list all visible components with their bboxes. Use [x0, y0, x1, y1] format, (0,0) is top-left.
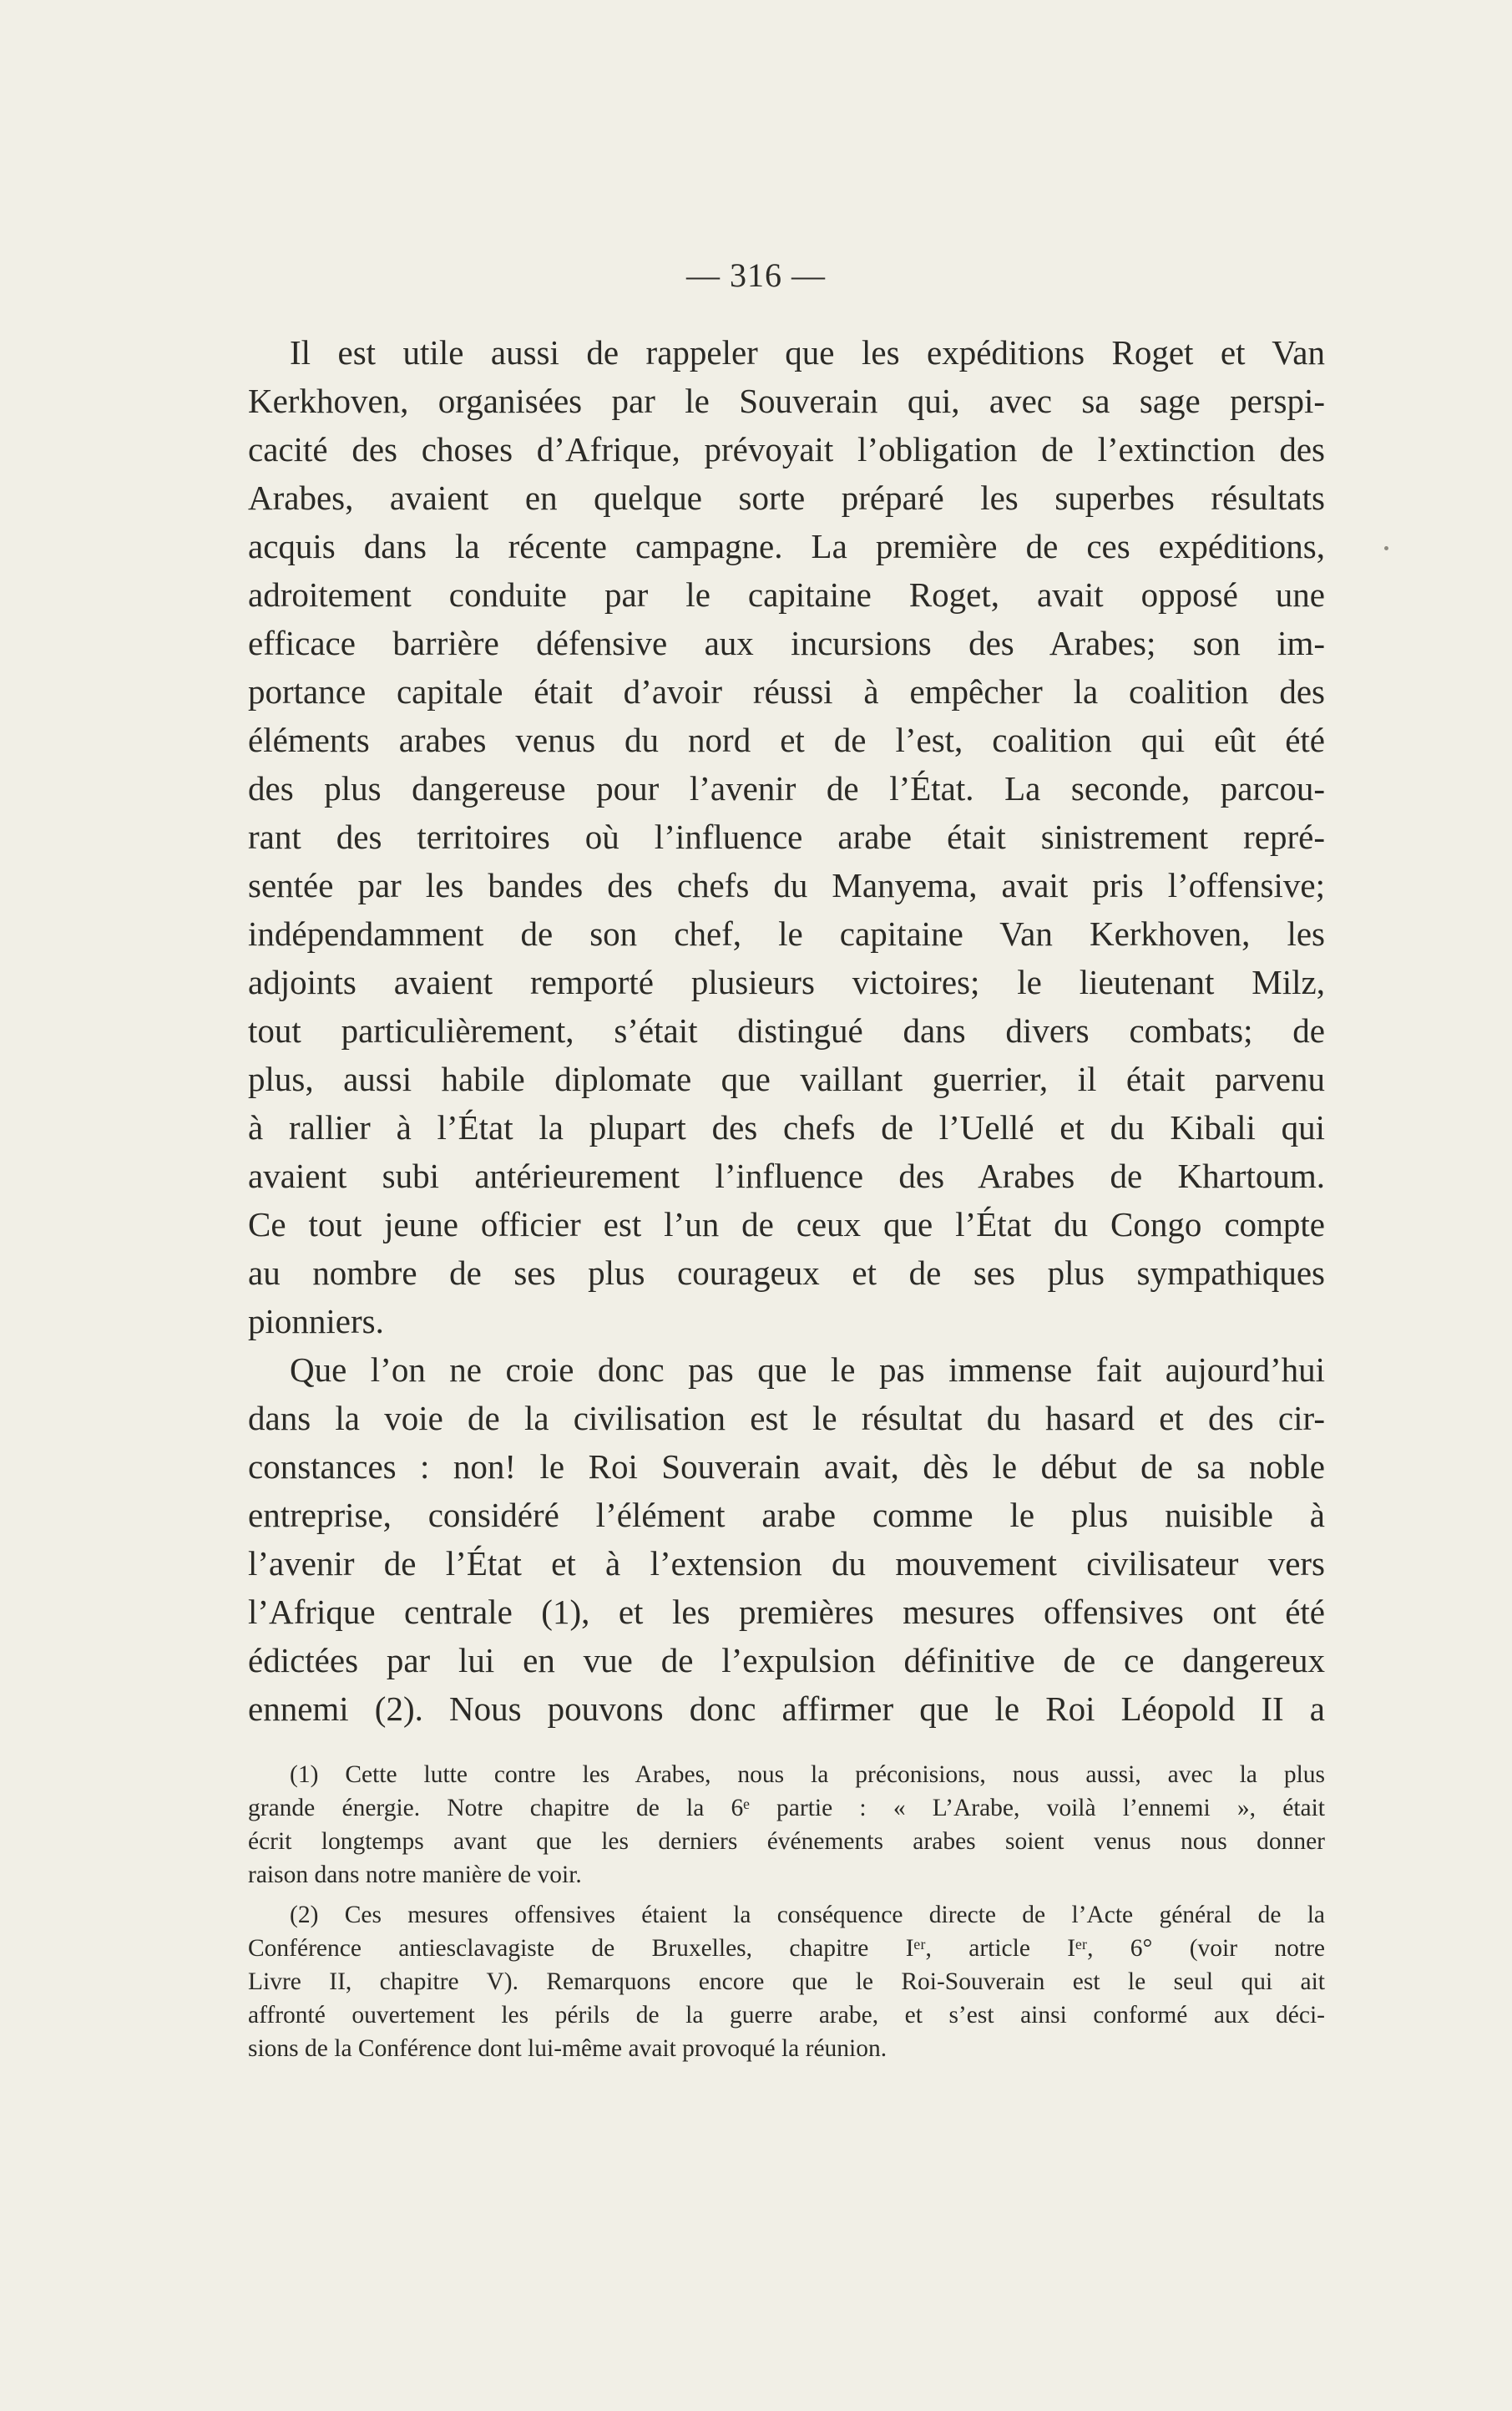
body-line: rant des territoires où l’influence arabe était sinistrement repré-	[248, 818, 1325, 856]
body-line: à rallier à l’État la plupart des chefs de l’Uellé et du Kibali qui	[248, 1108, 1325, 1147]
body-line: entreprise, considéré l’élément arabe comme le plus nuisible à	[248, 1496, 1325, 1534]
body-line: acquis dans la récente campagne. La première de ces expéditions,	[248, 527, 1325, 565]
page-number: — 316 —	[686, 256, 826, 294]
footnote-line: écrit longtemps avant que les derniers événements arabes soient venus nous donner	[248, 1828, 1325, 1855]
footnote-line: (2) Ces mesures offensives étaient la conséquence directe de l’Acte général de la	[290, 1902, 1325, 1928]
body-line: cacité des choses d’Afrique, prévoyait l’obligation de l’extinction des	[248, 430, 1325, 469]
body-line: édictées par lui en vue de l’expulsion définitive de ce dangereux	[248, 1641, 1325, 1679]
body-line: plus, aussi habile diplomate que vaillant guerrier, il était parvenu	[248, 1060, 1325, 1098]
body-line: ennemi (2). Nous pouvons donc affirmer que le Roi Léopold II a	[248, 1689, 1325, 1728]
footnotes	[248, 1758, 1325, 2065]
footnote-1	[248, 1758, 1325, 1892]
body-line: dans la voie de la civilisation est le résultat du hasard et des cir-	[248, 1399, 1325, 1437]
body-line: l’avenir de l’État et à l’extension du mouvement civilisateur vers	[248, 1544, 1325, 1583]
body-line: adjoints avaient remporté plusieurs victoires; le lieutenant Milz,	[248, 963, 1325, 1001]
body-line: avaient subi antérieurement l’influence des Arabes de Khartoum.	[248, 1157, 1325, 1195]
body-text	[248, 328, 1325, 1733]
body-line: portance capitale était d’avoir réussi à empêcher la coalition des	[248, 672, 1325, 711]
body-line: Que l’on ne croie donc pas que le pas immense fait aujourd’hui	[290, 1350, 1325, 1389]
footnote-line: sions de la Conférence dont lui-même avait provoqué la réunion.	[248, 2035, 887, 2062]
body-line: Ce tout jeune officier est l’un de ceux que l’État du Congo compte	[248, 1205, 1325, 1243]
body-line: constances : non! le Roi Souverain avait, dès le début de sa noble	[248, 1447, 1325, 1486]
body-line: efficace barrière défensive aux incursions des Arabes; son im-	[248, 624, 1325, 662]
footnote-line: grande énergie. Notre chapitre de la 6ᵉ partie : « L’Arabe, voilà l’ennemi », était	[248, 1795, 1325, 1821]
body-line: l’Afrique centrale (1), et les premières mesures offensives ont été	[248, 1593, 1325, 1631]
footnote-divider	[248, 1892, 1325, 1898]
body-line: Il est utile aussi de rappeler que les expéditions Roget et Van	[290, 333, 1325, 372]
body-line: pionniers.	[248, 1302, 384, 1340]
body-line: sentée par les bandes des chefs du Manyema, avait pris l’offensive;	[248, 866, 1325, 904]
body-line: indépendamment de son chef, le capitaine Van Kerkhoven, les	[248, 914, 1325, 953]
paper-speck	[1384, 546, 1388, 550]
footnote-line: Livre II, chapitre V). Remarquons encore que le Roi-Souverain est le seul qui ait	[248, 1968, 1325, 1995]
footnote-2	[248, 1898, 1325, 2065]
footnote-line: Conférence antiesclavagiste de Bruxelles, chapitre Iᵉʳ, article Iᵉʳ, 6° (voir notre	[248, 1935, 1325, 1962]
body-line: tout particulièrement, s’était distingué dans divers combats; de	[248, 1011, 1325, 1050]
body-line: éléments arabes venus du nord et de l’est, coalition qui eût été	[248, 721, 1325, 759]
body-line: Arabes, avaient en quelque sorte préparé les superbes résultats	[248, 479, 1325, 517]
body-line: adroitement conduite par le capitaine Roget, avait opposé une	[248, 575, 1325, 614]
body-line: des plus dangereuse pour l’avenir de l’État. La seconde, parcou-	[248, 769, 1325, 808]
body-line: Kerkhoven, organisées par le Souverain qui, avec sa sage perspi-	[248, 382, 1325, 420]
body-line: au nombre de ses plus courageux et de ses plus sympathiques	[248, 1254, 1325, 1292]
footnote-line: (1) Cette lutte contre les Arabes, nous la préconisions, nous aussi, avec la plus	[290, 1761, 1325, 1788]
footnote-line: affronté ouvertement les périls de la guerre arabe, et s’est ainsi conformé aux déci-	[248, 2002, 1325, 2029]
footnote-line: raison dans notre manière de voir.	[248, 1861, 582, 1888]
